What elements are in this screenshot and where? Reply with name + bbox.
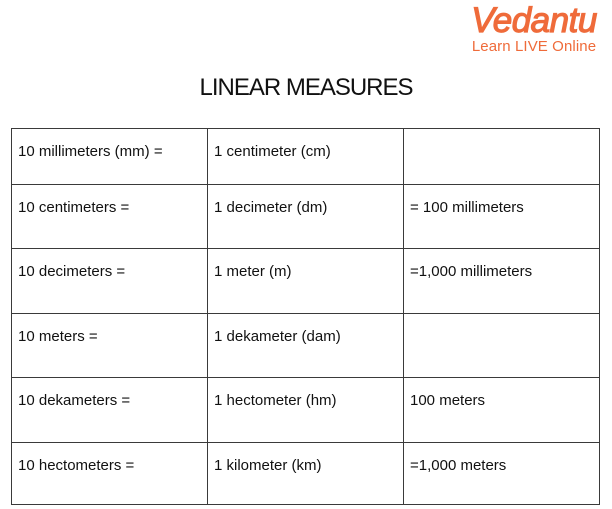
table-row — [12, 443, 600, 505]
vedantu-wordmark-text: Vedantu — [471, 1, 597, 40]
table-cell: = 100 millimeters — [404, 185, 600, 249]
table-cell: 10 meters = — [12, 314, 208, 378]
table-row — [12, 314, 600, 378]
logo-tagline: Learn LIVE Online — [471, 38, 597, 55]
table-row — [12, 129, 600, 185]
table-cell: =1,000 meters — [404, 443, 600, 505]
table-cell: 10 millimeters (mm) = — [12, 129, 208, 185]
vedantu-wordmark — [460, 0, 608, 40]
table-cell: 1 centimeter (cm) — [208, 129, 404, 185]
table-cell: 1 dekameter (dam) — [208, 314, 404, 378]
table-cell: 100 meters — [404, 378, 600, 443]
table-cell: 1 kilometer (km) — [208, 443, 404, 505]
table-cell: 10 hectometers = — [12, 443, 208, 505]
table-row — [12, 249, 600, 314]
table-row — [12, 378, 600, 443]
page-title: LINEAR MEASURES — [199, 74, 413, 101]
linear-measures-table — [11, 128, 600, 505]
table-cell: 10 dekameters = — [12, 378, 208, 443]
vedantu-logo — [460, 0, 608, 60]
table-cell: 1 meter (m) — [208, 249, 404, 314]
table-row — [12, 185, 600, 249]
table-cell: 1 decimeter (dm) — [208, 185, 404, 249]
table-cell: 10 centimeters = — [12, 185, 208, 249]
table-cell — [404, 314, 600, 378]
table-cell: =1,000 millimeters — [404, 249, 600, 314]
table-cell: 10 decimeters = — [12, 249, 208, 314]
table-cell: 1 hectometer (hm) — [208, 378, 404, 443]
table-cell — [404, 129, 600, 185]
